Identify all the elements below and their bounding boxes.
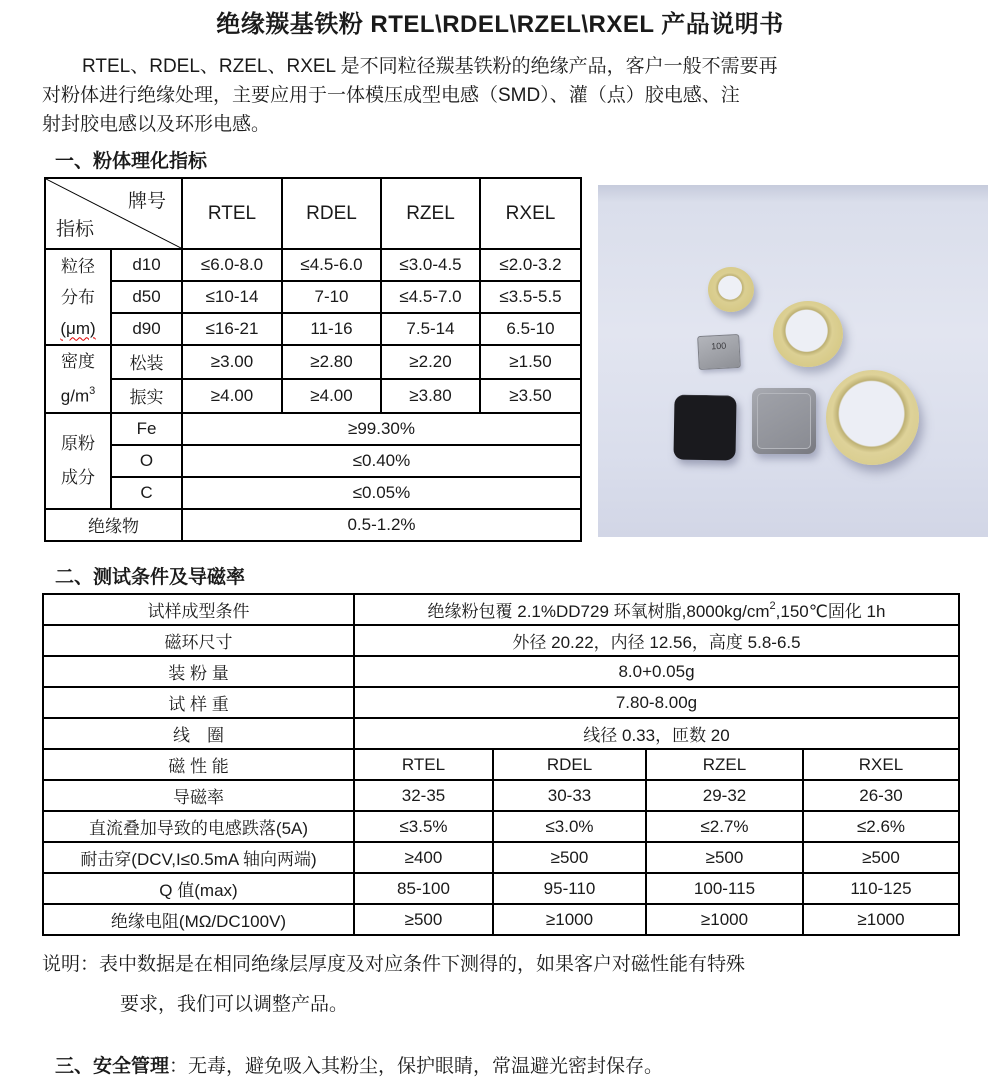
section2-heading: 二、测试条件及导磁率 — [55, 567, 246, 588]
table-cell: 外径 20.22，内径 12.56，高度 5.8-6.5 — [354, 625, 959, 656]
table-cell: ≥3.50 — [480, 379, 581, 413]
row-label: d90 — [111, 313, 182, 345]
corner-label-brand: 牌号 — [127, 191, 166, 212]
table-row — [43, 625, 959, 656]
row-group-label-composition — [45, 413, 111, 509]
table-cell: 7.80-8.00g — [354, 687, 959, 718]
table-cell: ≥1000 — [646, 904, 803, 935]
row-label: d10 — [111, 249, 182, 281]
table-row — [45, 313, 581, 345]
note-line-1: 说明：表中数据是在相同绝缘层厚度及对应条件下测得的，如果客户对磁性能有特殊 — [42, 954, 746, 975]
table-cell: ≤3.0% — [493, 811, 646, 842]
table-row — [43, 656, 959, 687]
table-cell: 26-30 — [803, 780, 959, 811]
row-label: C — [111, 477, 182, 509]
powder-properties-table — [44, 177, 582, 542]
row-label: 绝缘电阻(MΩ/DC100V) — [43, 904, 354, 935]
row-label: 耐击穿(DCV,I≤0.5mA 轴向两端) — [43, 842, 354, 873]
table-cell: ≤2.7% — [646, 811, 803, 842]
table-cell: ≥3.00 — [182, 345, 282, 379]
table-cell: ≥4.00 — [182, 379, 282, 413]
table-cell: ≤0.40% — [182, 445, 581, 477]
column-header-rdel: RDEL — [493, 749, 646, 780]
table-corner-cell — [45, 178, 182, 249]
table-cell: ≥1000 — [493, 904, 646, 935]
table-cell: 30-33 — [493, 780, 646, 811]
table-cell: ≥3.80 — [381, 379, 480, 413]
row-label-insulation: 绝缘物 — [45, 509, 182, 541]
row-label: 试 样 重 — [43, 687, 354, 718]
table-cell: 85-100 — [354, 873, 493, 904]
table-row — [43, 718, 959, 749]
silver-molded-inductor — [752, 388, 816, 454]
table-cell: ≤16-21 — [182, 313, 282, 345]
column-header-rtel: RTEL — [354, 749, 493, 780]
column-header-rxel: RXEL — [480, 178, 581, 249]
group-label-unit: $g/m^3$ — [60, 385, 96, 406]
table-cell: 7.5-14 — [381, 313, 480, 345]
column-header-rzel: RZEL — [646, 749, 803, 780]
table-cell: 0.5-1.2% — [182, 509, 581, 541]
table-cell: ≥99.30% — [182, 413, 581, 445]
table-cell: 8.0+0.05g — [354, 656, 959, 687]
table-cell: 95-110 — [493, 873, 646, 904]
table-row — [43, 904, 959, 935]
row-label: Q 值(max) — [43, 873, 354, 904]
table-cell: 绝缘粉包覆 2.1%DD729 环氧树脂$,8000kg/cm^2,150℃$固化 1h — [354, 594, 959, 625]
table-cell: 32-35 — [354, 780, 493, 811]
row-label: 线 圈 — [43, 718, 354, 749]
intro-line-1: RTEL、RDEL、RZEL、RXEL 是不同粒径羰基铁粉的绝缘产品，客户一般不需要再 — [82, 56, 778, 77]
row-label: O — [111, 445, 182, 477]
table-cell: ≥1.50 — [480, 345, 581, 379]
table-cell: ≥1000 — [803, 904, 959, 935]
section3-text: ：无毒，避免吸入其粉尘，保护眼睛，常温避光密封保存。 — [169, 1056, 664, 1077]
table-cell: ≥500 — [493, 842, 646, 873]
row-label: 直流叠加导致的电感跌落(5A) — [43, 811, 354, 842]
row-label: 振实 — [111, 379, 182, 413]
table-row — [45, 509, 581, 541]
table-row — [45, 413, 581, 445]
table-cell: ≤4.5-6.0 — [282, 249, 381, 281]
row-group-label-density — [45, 345, 111, 413]
note-paragraph — [42, 945, 745, 1025]
column-header-rzel: RZEL — [381, 178, 480, 249]
row-label: 试样成型条件 — [43, 594, 354, 625]
group-label-line: 粒径 — [61, 256, 95, 276]
table-row — [43, 687, 959, 718]
table-row — [45, 281, 581, 313]
table-cell: ≤4.5-7.0 — [381, 281, 480, 313]
table-cell: ≤2.6% — [803, 811, 959, 842]
toroid-core-large — [826, 370, 919, 465]
table-cell: ≥400 — [354, 842, 493, 873]
table-cell: ≤10-14 — [182, 281, 282, 313]
table-row — [45, 477, 581, 509]
smd-marking: 100 — [710, 340, 727, 352]
table-cell: ≤0.05% — [182, 477, 581, 509]
section3 — [55, 1051, 663, 1078]
table-cell: ≥4.00 — [282, 379, 381, 413]
group-label-line: 分布 — [61, 287, 95, 307]
note-line-2: 要求，我们可以调整产品。 — [120, 994, 349, 1015]
row-label-magnetic-props: 磁 性 能 — [43, 749, 354, 780]
table-cell: ≥2.80 — [282, 345, 381, 379]
table-cell: ≤6.0-8.0 — [182, 249, 282, 281]
table-cell: ≥500 — [354, 904, 493, 935]
table-row — [45, 379, 581, 413]
intro-line-2: 对粉体进行绝缘处理，主要应用于一体模压成型电感（SMD）、灌（点）胶电感、注 — [42, 85, 740, 106]
row-label: d50 — [111, 281, 182, 313]
column-header-rxel: RXEL — [803, 749, 959, 780]
row-label: 磁环尺寸 — [43, 625, 354, 656]
table-cell: ≥2.20 — [381, 345, 480, 379]
table-row — [43, 811, 959, 842]
intro-paragraph — [42, 52, 962, 139]
table-cell: ≤3.0-4.5 — [381, 249, 480, 281]
toroid-core-medium — [773, 301, 843, 367]
row-label: 导磁率 — [43, 780, 354, 811]
table-cell: 100-115 — [646, 873, 803, 904]
row-label: 松装 — [111, 345, 182, 379]
silver-inductor-top-face — [757, 393, 811, 449]
table-cell: 7-10 — [282, 281, 381, 313]
table-cell: ≤3.5% — [354, 811, 493, 842]
toroid-core-small — [708, 267, 754, 312]
table-row — [43, 842, 959, 873]
table-cell: 11-16 — [282, 313, 381, 345]
group-label-line: 密度 — [61, 352, 95, 371]
table-row — [45, 445, 581, 477]
row-group-label-size — [45, 249, 111, 345]
group-label-line: 成分 — [61, 467, 95, 487]
table-cell: 110-125 — [803, 873, 959, 904]
table-row — [43, 749, 959, 780]
table-row — [45, 249, 581, 281]
group-label-line: 原粉 — [61, 433, 95, 453]
table-row — [43, 780, 959, 811]
row-label: Fe — [111, 413, 182, 445]
table-cell: 6.5-10 — [480, 313, 581, 345]
column-header-rtel: RTEL — [182, 178, 282, 249]
corner-label-indicator: 指标 — [56, 219, 95, 240]
smd-inductor — [697, 334, 741, 370]
test-conditions-table — [42, 593, 960, 936]
column-header-rdel: RDEL — [282, 178, 381, 249]
table-cell: ≤2.0-3.2 — [480, 249, 581, 281]
page-title: 绝缘羰基铁粉 RTEL\RDEL\RZEL\RXEL 产品说明书 — [216, 11, 784, 38]
intro-line-3: 射封胶电感以及环形电感。 — [42, 114, 271, 135]
table-row — [45, 345, 581, 379]
black-molded-inductor — [673, 394, 736, 460]
group-label-line-um: (μm) — [60, 318, 96, 338]
table-cell: ≥500 — [803, 842, 959, 873]
table-cell: ≥500 — [646, 842, 803, 873]
table-cell: 线径 0.33，匝数 20 — [354, 718, 959, 749]
table-cell: 29-32 — [646, 780, 803, 811]
section3-heading: 三、安全管理 — [55, 1056, 170, 1077]
table-row — [43, 873, 959, 904]
product-photo — [598, 185, 988, 537]
row-label: 装 粉 量 — [43, 656, 354, 687]
table-row — [43, 594, 959, 625]
section1-heading: 一、粉体理化指标 — [55, 151, 208, 172]
table-cell: ≤3.5-5.5 — [480, 281, 581, 313]
